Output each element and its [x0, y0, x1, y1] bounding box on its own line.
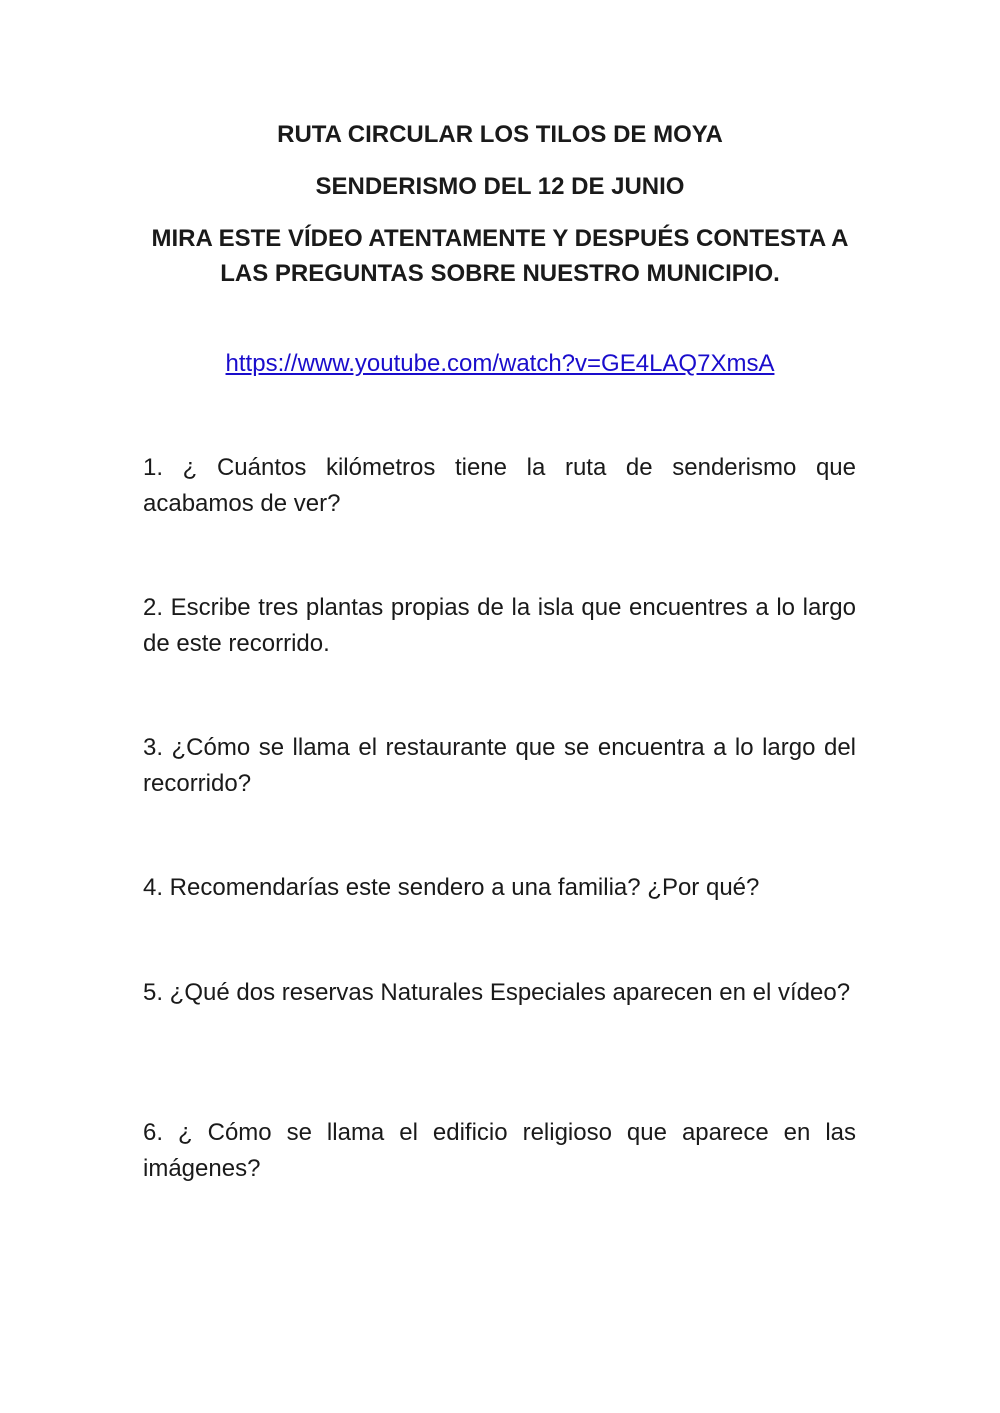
page-title: RUTA CIRCULAR LOS TILOS DE MOYA: [277, 121, 723, 148]
page-subtitle: SENDERISMO DEL 12 DE JUNIO: [315, 173, 685, 200]
question-1: 1. ¿ Cuántos kilómetros tiene la ruta de senderismo que acabamos de ver?: [143, 454, 856, 517]
question-6: 6. ¿ Cómo se llama el edificio religioso que aparece en las imágenes?: [143, 1119, 856, 1182]
instructions: MIRA ESTE VÍDEO ATENTAMENTE Y DESPUÉS CONTESTA A LAS PREGUNTAS SOBRE NUESTRO MUNICIPIO.: [151, 225, 849, 287]
question-2: 2. Escribe tres plantas propias de la isla que encuentres a lo largo de este recorrido.: [143, 594, 856, 657]
question-3: 3. ¿Cómo se llama el restaurante que se encuentra a lo largo del recorrido?: [143, 734, 856, 797]
video-link[interactable]: https://www.youtube.com/watch?v=GE4LAQ7XmsA: [225, 350, 775, 377]
question-5: 5. ¿Qué dos reservas Naturales Especiales aparecen en el vídeo?: [143, 979, 851, 1006]
question-4: 4. Recomendarías este sendero a una familia? ¿Por qué?: [143, 874, 760, 901]
